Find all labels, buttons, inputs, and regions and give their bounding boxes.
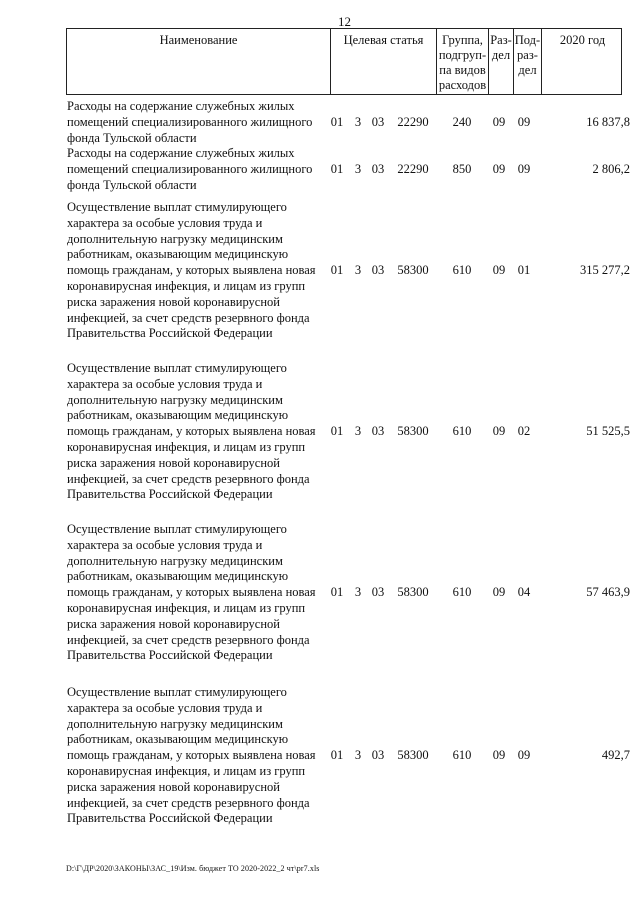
row-subsection: 09 [517,115,531,129]
row-group: 610 [452,748,472,762]
row-amount: 2 806,2 [592,162,630,176]
row-section: 09 [492,424,506,438]
row-group: 240 [452,115,472,129]
header-year [542,29,623,94]
row-amount: 16 837,8 [586,115,630,129]
row-amount: 57 463,9 [586,585,630,599]
row-subsection: 02 [517,424,531,438]
code-direction: 22290 [397,115,429,129]
file-path-footer: D:\Г\ДР\2020\ЗАКОНЫ\ЗАС_19\Изм. бюджет ТО 2020-2022_2 чт\pr7.xls [66,864,320,873]
code-program: 01 [330,115,344,129]
row-section: 09 [492,162,506,176]
header-target-article [331,29,437,94]
row-section: 09 [492,585,506,599]
row-subsection: 09 [517,748,531,762]
code-program: 01 [330,748,344,762]
code-subprogram: 3 [354,585,362,599]
header-group [437,29,489,94]
header-section-line: Раз- [490,33,512,47]
header-subsection-line: Под- [514,33,541,47]
header-subsection [514,29,542,94]
row-section: 09 [492,748,506,762]
header-name-label: Наименование [159,33,238,47]
row-group: 610 [452,424,472,438]
row-group: 610 [452,263,472,277]
code-subprogram: 3 [354,263,362,277]
code-direction: 58300 [397,748,429,762]
row-group: 850 [452,162,472,176]
row-name: Расходы на содержание служебных жилых помещений специализированного жилищного фонда Тульской области [67,146,313,192]
row-subsection: 01 [517,263,531,277]
header-subsection-line: раз- [517,48,538,62]
code-program: 01 [330,424,344,438]
header-group-line: Группа, [442,33,483,47]
row-name: Осуществление выплат стимулирующего характера за особые условия труда и дополнительную нагрузку медицинским работникам, оказывающим медицинскую помощь гражданам, у которых выявлена новая коронавирусная инфекция, и лицам из групп риска заражения новой коронавирусной инфекцией, за счет средств резервного фонда Правительства Российской Федерации [67,522,316,663]
row-group: 610 [452,585,472,599]
header-group-line: подгруп- [438,48,487,62]
row-amount: 492,7 [601,748,630,762]
row-name: Осуществление выплат стимулирующего характера за особые условия труда и дополнительную нагрузку медицинским работникам, оказывающим медицинскую помощь гражданам, у которых выявлена новая коронавирусная инфекция, и лицам из групп риска заражения новой коронавирусной инфекцией, за счет средств резервного фонда Правительства Российской Федерации [67,200,316,341]
code-event: 03 [371,263,385,277]
code-event: 03 [371,162,385,176]
header-year-label: 2020 год [559,33,606,47]
header-section-line: дел [491,48,511,62]
row-name: Осуществление выплат стимулирующего характера за особые условия труда и дополнительную нагрузку медицинским работникам, оказывающим медицинскую помощь гражданам, у которых выявлена новая коронавирусная инфекция, и лицам из групп риска заражения новой коронавирусной инфекцией, за счет средств резервного фонда Правительства Российской Федерации [67,361,316,502]
code-direction: 58300 [397,263,429,277]
code-event: 03 [371,424,385,438]
header-group-line: па видов [439,63,486,77]
row-amount: 315 277,2 [580,263,630,277]
code-direction: 58300 [397,424,429,438]
row-section: 09 [492,115,506,129]
row-name: Расходы на содержание служебных жилых помещений специализированного жилищного фонда Тульской области [67,99,313,145]
row-name: Осуществление выплат стимулирующего характера за особые условия труда и дополнительную нагрузку медицинским работникам, оказывающим медицинскую помощь гражданам, у которых выявлена новая коронавирусная инфекция, и лицам из групп риска заражения новой коронавирусной инфекцией, за счет средств резервного фонда Правительства Российской Федерации [67,685,316,826]
row-subsection: 04 [517,585,531,599]
code-event: 03 [371,115,385,129]
code-event: 03 [371,748,385,762]
code-event: 03 [371,585,385,599]
page-number: 12 [338,14,351,29]
code-direction: 58300 [397,585,429,599]
row-subsection: 09 [517,162,531,176]
row-amount: 51 525,5 [586,424,630,438]
code-subprogram: 3 [354,162,362,176]
code-subprogram: 3 [354,424,362,438]
header-name [67,29,331,94]
code-program: 01 [330,162,344,176]
header-section [489,29,514,94]
header-target-article-label: Целевая статья [343,33,424,47]
code-subprogram: 3 [354,748,362,762]
code-subprogram: 3 [354,115,362,129]
table-header [66,28,622,95]
header-subsection-line: дел [518,63,537,77]
code-program: 01 [330,585,344,599]
code-direction: 22290 [397,162,429,176]
header-group-line: расходов [438,78,487,92]
row-section: 09 [492,263,506,277]
code-program: 01 [330,263,344,277]
